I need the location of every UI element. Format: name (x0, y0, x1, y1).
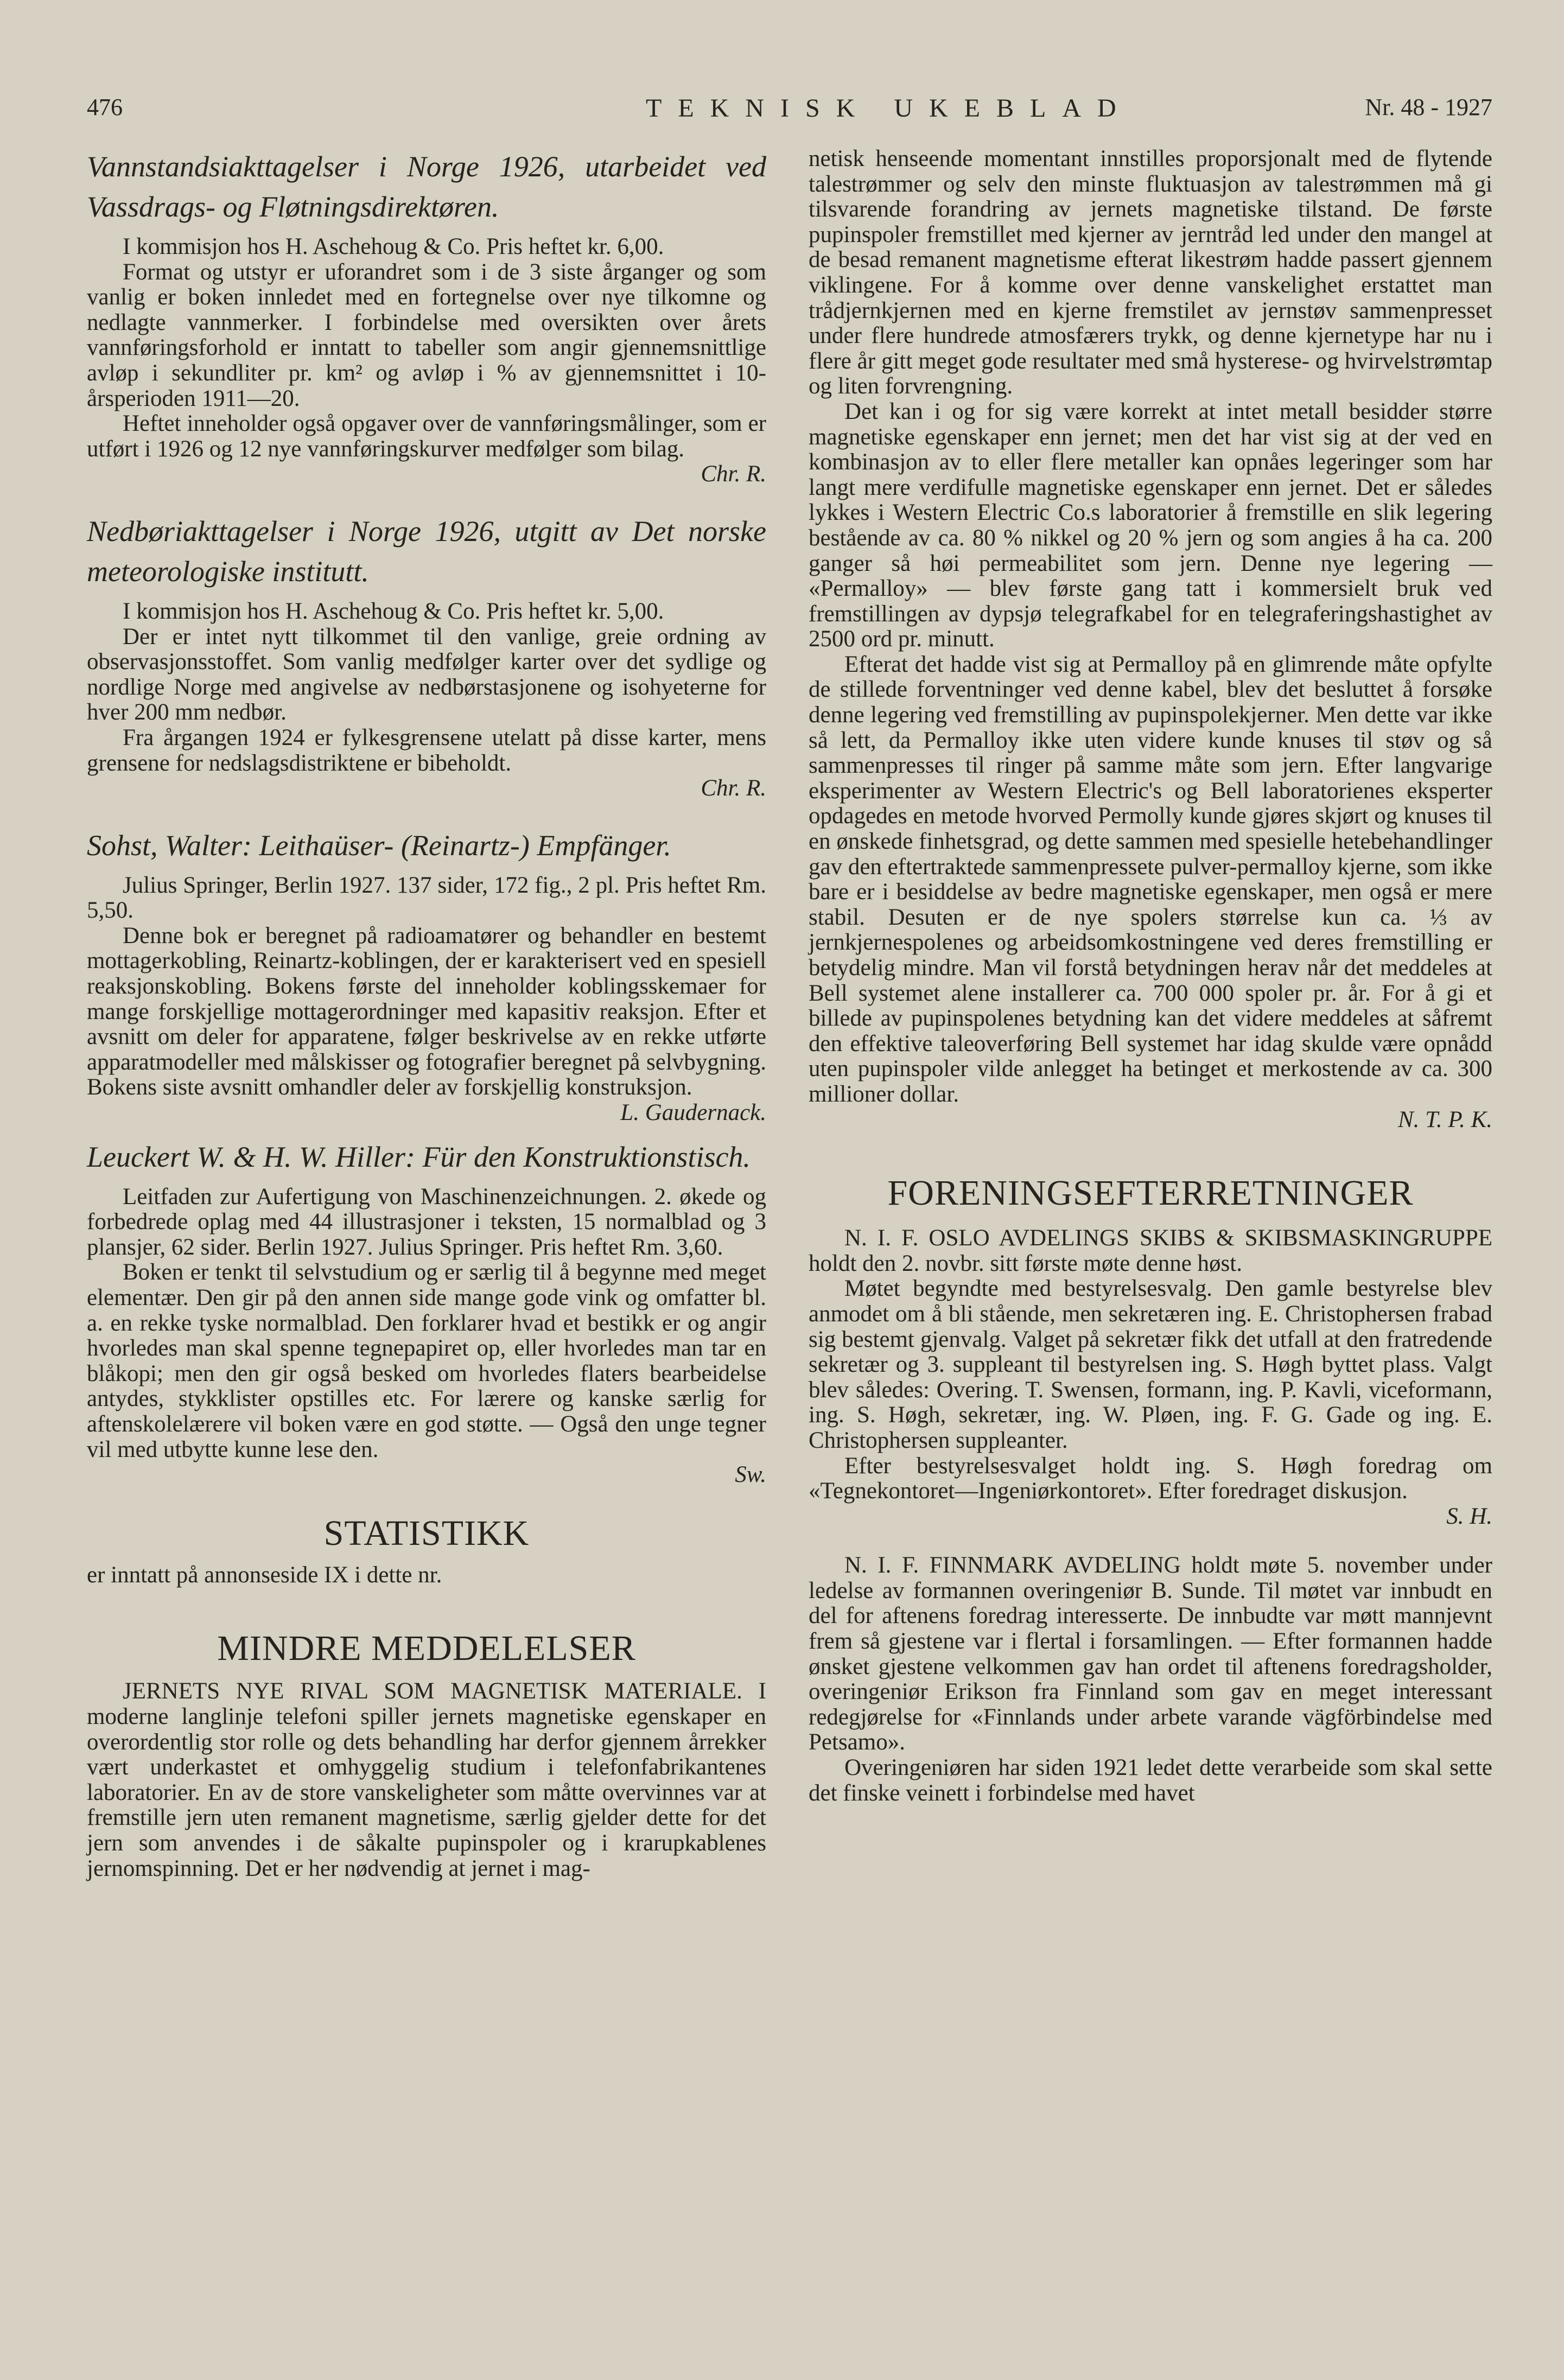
book-review-sohst (87, 825, 766, 1126)
journal-title: TEKNISK UKEBLAD (646, 94, 1133, 123)
article-paragraph: Det kan i og for sig være korrekt at intet metall besidder større magnetiske egenskaper enn jernet; men det har vist sig at der ved en kombinasjon av to eller flere metaller kan opnåes legeringer som har langt mere verdifulle magnetiske egenskaper enn jernet. Det er således lykkes i Western Electric Co.s laboratorier å fremstille en slik legering bestående av ca. 80 % nikkel og 20 % jern og som angies å ha ca. 200 ganger så høi permeabilitet som jern. Denne nye legering — «Permalloy» — blev første gang tatt i kommersielt bruk ved fremstillingen av dypsjø telegrafkabel for en telegraferingshastighet av 2500 ord pr. minutt. (809, 398, 1492, 652)
review-paragraph: Boken er tenkt til selvstudium og er særlig til å begynne med meget elementær. Den gir på den annen side mange gode vink og omfatter bl. a. en rekke tyske normalblad. Den forklarer hvad et bestikk er og angir hvorledes man skal spenne tegnepapiret op, eller hvorledes man tar en blåkopi; men den gir også besked om hvorledes flaters bearbeidelse antydes, stykklister opstilles etc. For lærere og kanske særlig for aftenskolelærere vil boken være en god støtte. — Også den unge tegner vil med utbytte kunne lese den. (87, 1259, 766, 1462)
article-paragraph: netisk henseende momentant innstilles proporsjonalt med de flytende talestrømmer og selv den minste fluktuasjon av talestrømmen må gi tilsvarende forandring av jernets magnetiske tilstand. De første pupinspoler fremstillet med kjerner av jerntråd led under den mangel at de besad remanent magnetisme efterat likestrøm hadde passert gjennem viklingene. For å komme over denne vanskelighet erstattet man trådjernkjernen med en kjerne fremstilet av jernstøv sammenpresset under flere hundrede atmosfærers trykk, og denne kjernetype har nu i flere år gitt meget gode resultater med små hysterese- og hvirvelstrømtap og liten forvrengning. (809, 146, 1492, 399)
publisher-line: Julius Springer, Berlin 1927. 137 sider, 172 fig., 2 pl. Pris heftet Rm. 5,50. (87, 872, 766, 924)
left-column (87, 147, 766, 1881)
section-note: er inntatt på annonseside IX i dette nr. (87, 1562, 442, 1588)
club-notice: Overingeniøren har siden 1921 ledet dette verarbeide som skal sette det finske veinett i forbindelse med havet (809, 1755, 1492, 1806)
review-paragraph: Der er intet nytt tilkommet til den vanlige, greie ordning av observasjonsstoffet. Som vanlig medfølger karter over det sydlige og nordlige Norge med angivelse av nedbørstasjonene og isohyeterne for hver 200 mm nedbør. (87, 623, 766, 726)
page-number: 476 (87, 94, 123, 120)
publisher-line: Leitfaden zur Aufertigung von Maschinenzeichnungen. 2. økede og forbedrede oplag med 44 illustrasjoner i teksten, 15 normalblad og 3 plansjer, 62 sider. Berlin 1927. Julius Springer. Pris heftet Rm. 3,60. (87, 1183, 766, 1260)
review-paragraph: Denne bok er beregnet på radioamatører og behandler en bestemt mottagerkobling, Reinartz-koblingen, der er karakterisert ved en spesiell reaksjonskobling. Bokens første del inneholder koblingsskemaer for mange forskjellige mottagerordninger med kapasitiv reaksjon. Efter et avsnitt om deler for apparatene, følger beskrivelse av en rekke utførte apparatmodeller med målskisser og fotografier beregnet på selvbygning. Bokens siste avsnitt omhandler deler av forskjellig konstruksjon. (87, 922, 766, 1100)
author-signature: Sw. (735, 1462, 766, 1488)
club-notice: Møtet begyndte med bestyrelsesvalg. Den gamle bestyrelse blev anmodet om å bli stående, men sekretæren ing. E. Christophersen frabad sig bestemt gjenvalg. Valget på sekretær fikk det utfall at den fratredende sekretær og 3. suppleant til bestyrelsen ing. S. Høgh byttet plass. Valgt blev således: Overing. T. Swensen, formann, ing. P. Kavli, viceformann, ing. S. Høgh, sekretær, ing. W. Pløen, ing. F. G. Gade og ing. E. Christophersen suppleanter. (809, 1276, 1492, 1453)
book-title: Nedbøriakttagelser i Norge 1926, utgitt av Det norske meteorologiske institutt. (87, 514, 766, 588)
author-signature: S. H. (1446, 1503, 1492, 1529)
review-paragraph: Heftet inneholder også opgaver over de vannføringsmålinger, som er utført i 1926 og 12 nye vannføringskurver medfølger som bilag. (87, 411, 766, 462)
article-paragraph: JERNETS NYE RIVAL SOM MAGNETISK MATERIALE. I moderne langlinje telefoni spiller jernets magnetiske egenskaper en overordentlig stor rolle og dets behandling har derfor gjennem årrekker vært underkastet et omhyggelig studium i telefonfabrikantenes laboratorier. En av de store vanskeligheter som måtte overvinnes var at fremstille jern uten remanent magnetisme, særlig gjelder dette for det jern som anvendes i de såkalte pupinspoler og i krarupkablenes jernomspinning. Det er her nødvendig at jernet i mag- (87, 1678, 766, 1881)
publisher-line: I kommisjon hos H. Aschehoug & Co. Pris heftet kr. 5,00. (123, 598, 664, 624)
book-title: Sohst, Walter: Leithaüser- (Reinartz-) Empfänger. (87, 829, 671, 862)
author-signature: L. Gaudernack. (620, 1100, 766, 1126)
issue-number: Nr. 48 - 1927 (1365, 94, 1492, 120)
book-review-vannstand (87, 147, 766, 487)
section-mindre-meddelelser (87, 1627, 766, 1881)
book-title: Vannstandsiakttagelser i Norge 1926, utarbeidet ved Vassdrags- og Fløtningsdirektøren. (87, 150, 766, 223)
review-paragraph: Format og utstyr er uforandret som i de 3 siste årganger og som vanlig er boken innledet med en fortegnelse over nye tilkomne og nedlagte vannmerker. I forbindelse med oversikten over årets vannføringsforhold er inntatt to tabeller som angir gjennemsnittlige avløp i sekundliter pr. km² og avløp i % av gjennemsnittet i 10-årsperioden 1911—20. (87, 259, 766, 411)
book-review-nedbor (87, 511, 766, 801)
review-paragraph: Fra årgangen 1924 er fylkesgrensene utelatt på disse karter, mens grensene for nedslagsdistriktene er bibeholdt. (87, 724, 766, 776)
club-notice: Efter bestyrelsesvalget holdt ing. S. Høgh foredrag om «Tegnekontoret—Ingeniørkontoret». Efter foredraget diskusjon. (809, 1453, 1492, 1504)
club-notice: N. I. F. FINNMARK AVDELING holdt møte 5. november under ledelse av formannen overingeniør B. Sunde. Til møtet var innbudt en del for aftenens foredrag interesserte. De innbudte var møtt mannjevnt frem så gjestene var i flertal i forsamlingen. — Efter formannen hadde ønsket gjestene velkommen gav han ordet til aftenens foredragsholder, overingeniør Erikson fra Finnland som gav en meget interessant redegjørelse for «Finnlands under arbete varande vägförbindelse med Petsamo». (809, 1552, 1492, 1755)
author-signature: N. T. P. K. (1397, 1106, 1492, 1132)
author-signature: Chr. R. (701, 461, 766, 487)
section-heading: STATISTIKK (323, 1513, 530, 1553)
section-heading: FORENINGSEFTERRETNINGER (887, 1173, 1414, 1213)
article-paragraph: Efterat det hadde vist sig at Permalloy på en glimrende måte opfylte de stillede forventninger ved denne kabel, blev det besluttet å forsøke denne legering ved fremstilling av pupinspolekjerner. Men dette var ikke så lett, da Permalloy ikke uten videre kunde knuses til støv og så sammenpresses til ringer på samme måte som jern. Efter langvarige eksperimenter av Western Electric's og Bell laboratorienes eksperter opdagedes en metode hvorved Permolly kunde gjøres skjørt og knuses til en ønskede finhetsgrad, og dette sammen med spesielle hetebehandlinger gav den eftertraktede sammenpressete pulver-permalloy kjerne, som ikke bare er i besiddelse av bedre magnetiske egenskaper, men også er mere stabil. Desuten er de nye spolers størrelse kun ca. ⅓ av jernkjernespolenes og arbeidsomkostningene ved deres fremstilling er betydelig mindre. Man vil forstå betydningen herav når det meddeles at Bell systemet alene installerer ca. 700 000 spoler pr. år. For å gi et billede av pupinspolenes betydning kan det videre meddeles at såfremt den effektive taleoverføring Bell systemet har idag skulde være opnådd uten pupinspoler vilde anlegget ha betinget et merkostende av ca. 300 millioner dollar. (809, 651, 1492, 1107)
club-notice: N. I. F. OSLO AVDELINGS SKIBS & SKIBSMASKINGRUPPE holdt den 2. novbr. sitt første møte denne høst. (809, 1225, 1492, 1276)
section-statistikk (87, 1512, 766, 1588)
right-column (809, 147, 1492, 1806)
page-header (87, 93, 1492, 131)
publisher-line: I kommisjon hos H. Aschehoug & Co. Pris heftet kr. 6,00. (123, 234, 664, 259)
section-heading: MINDRE MEDDELELSER (217, 1628, 636, 1669)
book-review-leuckert (87, 1137, 766, 1488)
author-signature: Chr. R. (701, 775, 766, 801)
book-title: Leuckert W. & H. W. Hiller: Für den Konstruktionstisch. (87, 1140, 751, 1173)
